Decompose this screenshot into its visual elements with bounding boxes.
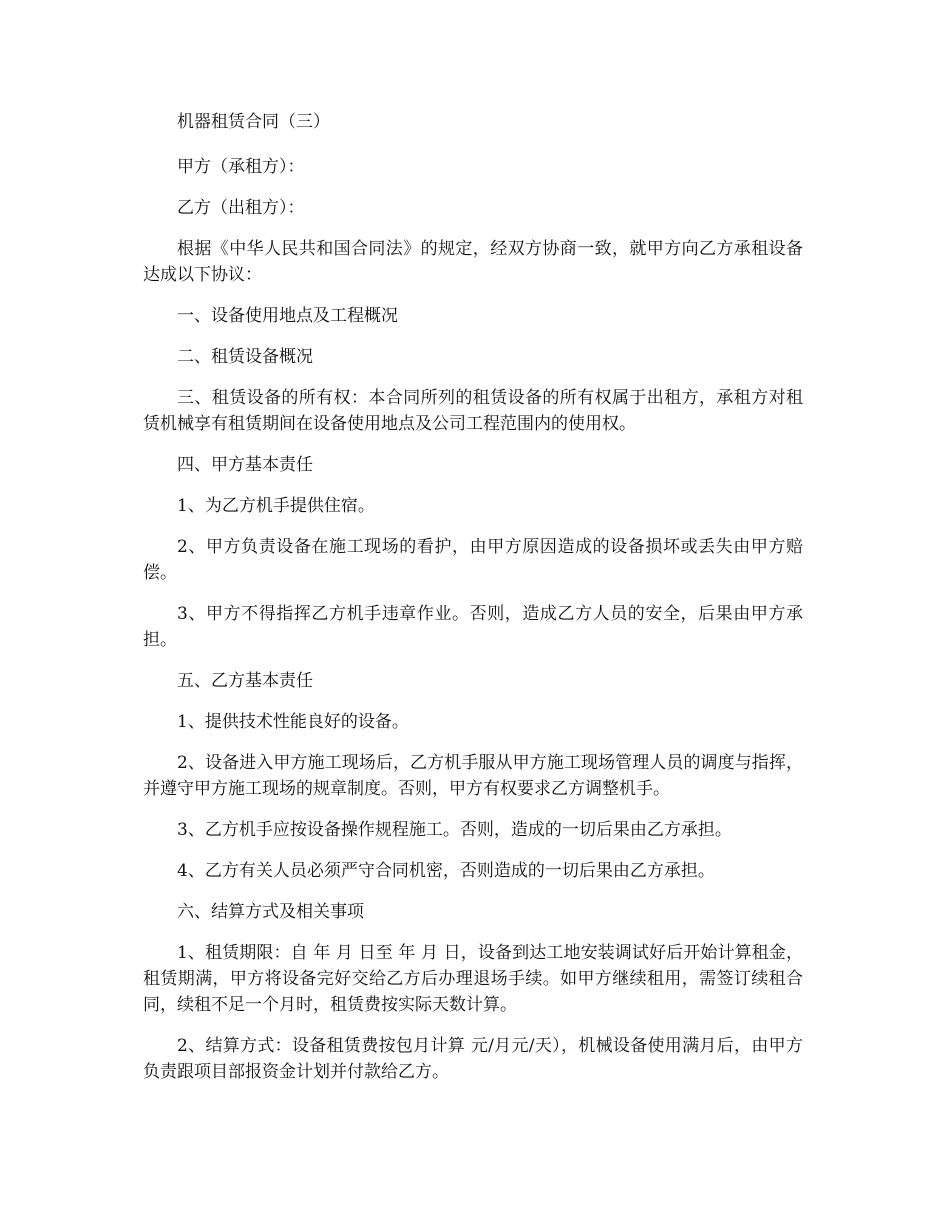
party-b-line: 乙方（出租方）： — [177, 198, 305, 218]
clause-5-1: 1、提供技术性能良好的设备。 — [177, 712, 409, 732]
section-heading-4: 四、甲方基本责任 — [177, 455, 313, 475]
section-3-paragraph: 三、租赁设备的所有权：本合同所列的租赁设备的所有权属于出租方，承租方对租赁机械享有租赁期间在设备使用地点及公司工程范围内的使用权。 — [143, 388, 803, 434]
party-a-line: 甲方（承租方）： — [177, 157, 305, 177]
clause-4-1: 1、为乙方机手提供住宿。 — [177, 496, 375, 516]
contract-body — [143, 109, 803, 1100]
clause-4-3: 3、甲方不得指挥乙方机手违章作业。否则，造成乙方人员的安全，后果由甲方承担。 — [143, 604, 803, 650]
section-heading-1: 一、设备使用地点及工程概况 — [177, 306, 398, 326]
section-heading-5: 五、乙方基本责任 — [177, 671, 313, 691]
clause-5-3: 3、乙方机手应按设备操作规程施工。否则，造成的一切后果由乙方承担。 — [177, 820, 732, 840]
clause-5-2: 2、设备进入甲方施工现场后，乙方机手服从甲方施工现场管理人员的调度与指挥，并遵守甲方施工现场的规章制度。否则，甲方有权要求乙方调整机手。 — [143, 753, 803, 799]
section-heading-6: 六、结算方式及相关事项 — [177, 902, 364, 922]
preamble-paragraph: 根据《中华人民共和国合同法》的规定，经双方协商一致，就甲方向乙方承租设备达成以下协议： — [143, 239, 803, 285]
clause-6-1: 1、租赁期限：自 年 月 日至 年 月 日，设备到达工地安装调试好后开始计算租金，租赁期满，甲方将设备完好交给乙方后办理退场手续。如甲方继续租用，需签订续租合同，续租不足一个月时，租赁费按实际天数计算。 — [143, 943, 803, 1015]
clause-6-2: 2、结算方式：设备租赁费按包月计算 元/月元/天），机械设备使用满月后，由甲方负责跟项目部报资金计划并付款给乙方。 — [143, 1036, 803, 1082]
clause-4-2: 2、甲方负责设备在施工现场的看护，由甲方原因造成的设备损坏或丢失由甲方赔偿。 — [143, 537, 803, 583]
clause-5-4: 4、乙方有关人员必须严守合同机密，否则造成的一切后果由乙方承担。 — [177, 861, 715, 881]
section-heading-2: 二、租赁设备概况 — [177, 347, 313, 367]
contract-title: 机器租赁合同（三） — [177, 112, 330, 132]
